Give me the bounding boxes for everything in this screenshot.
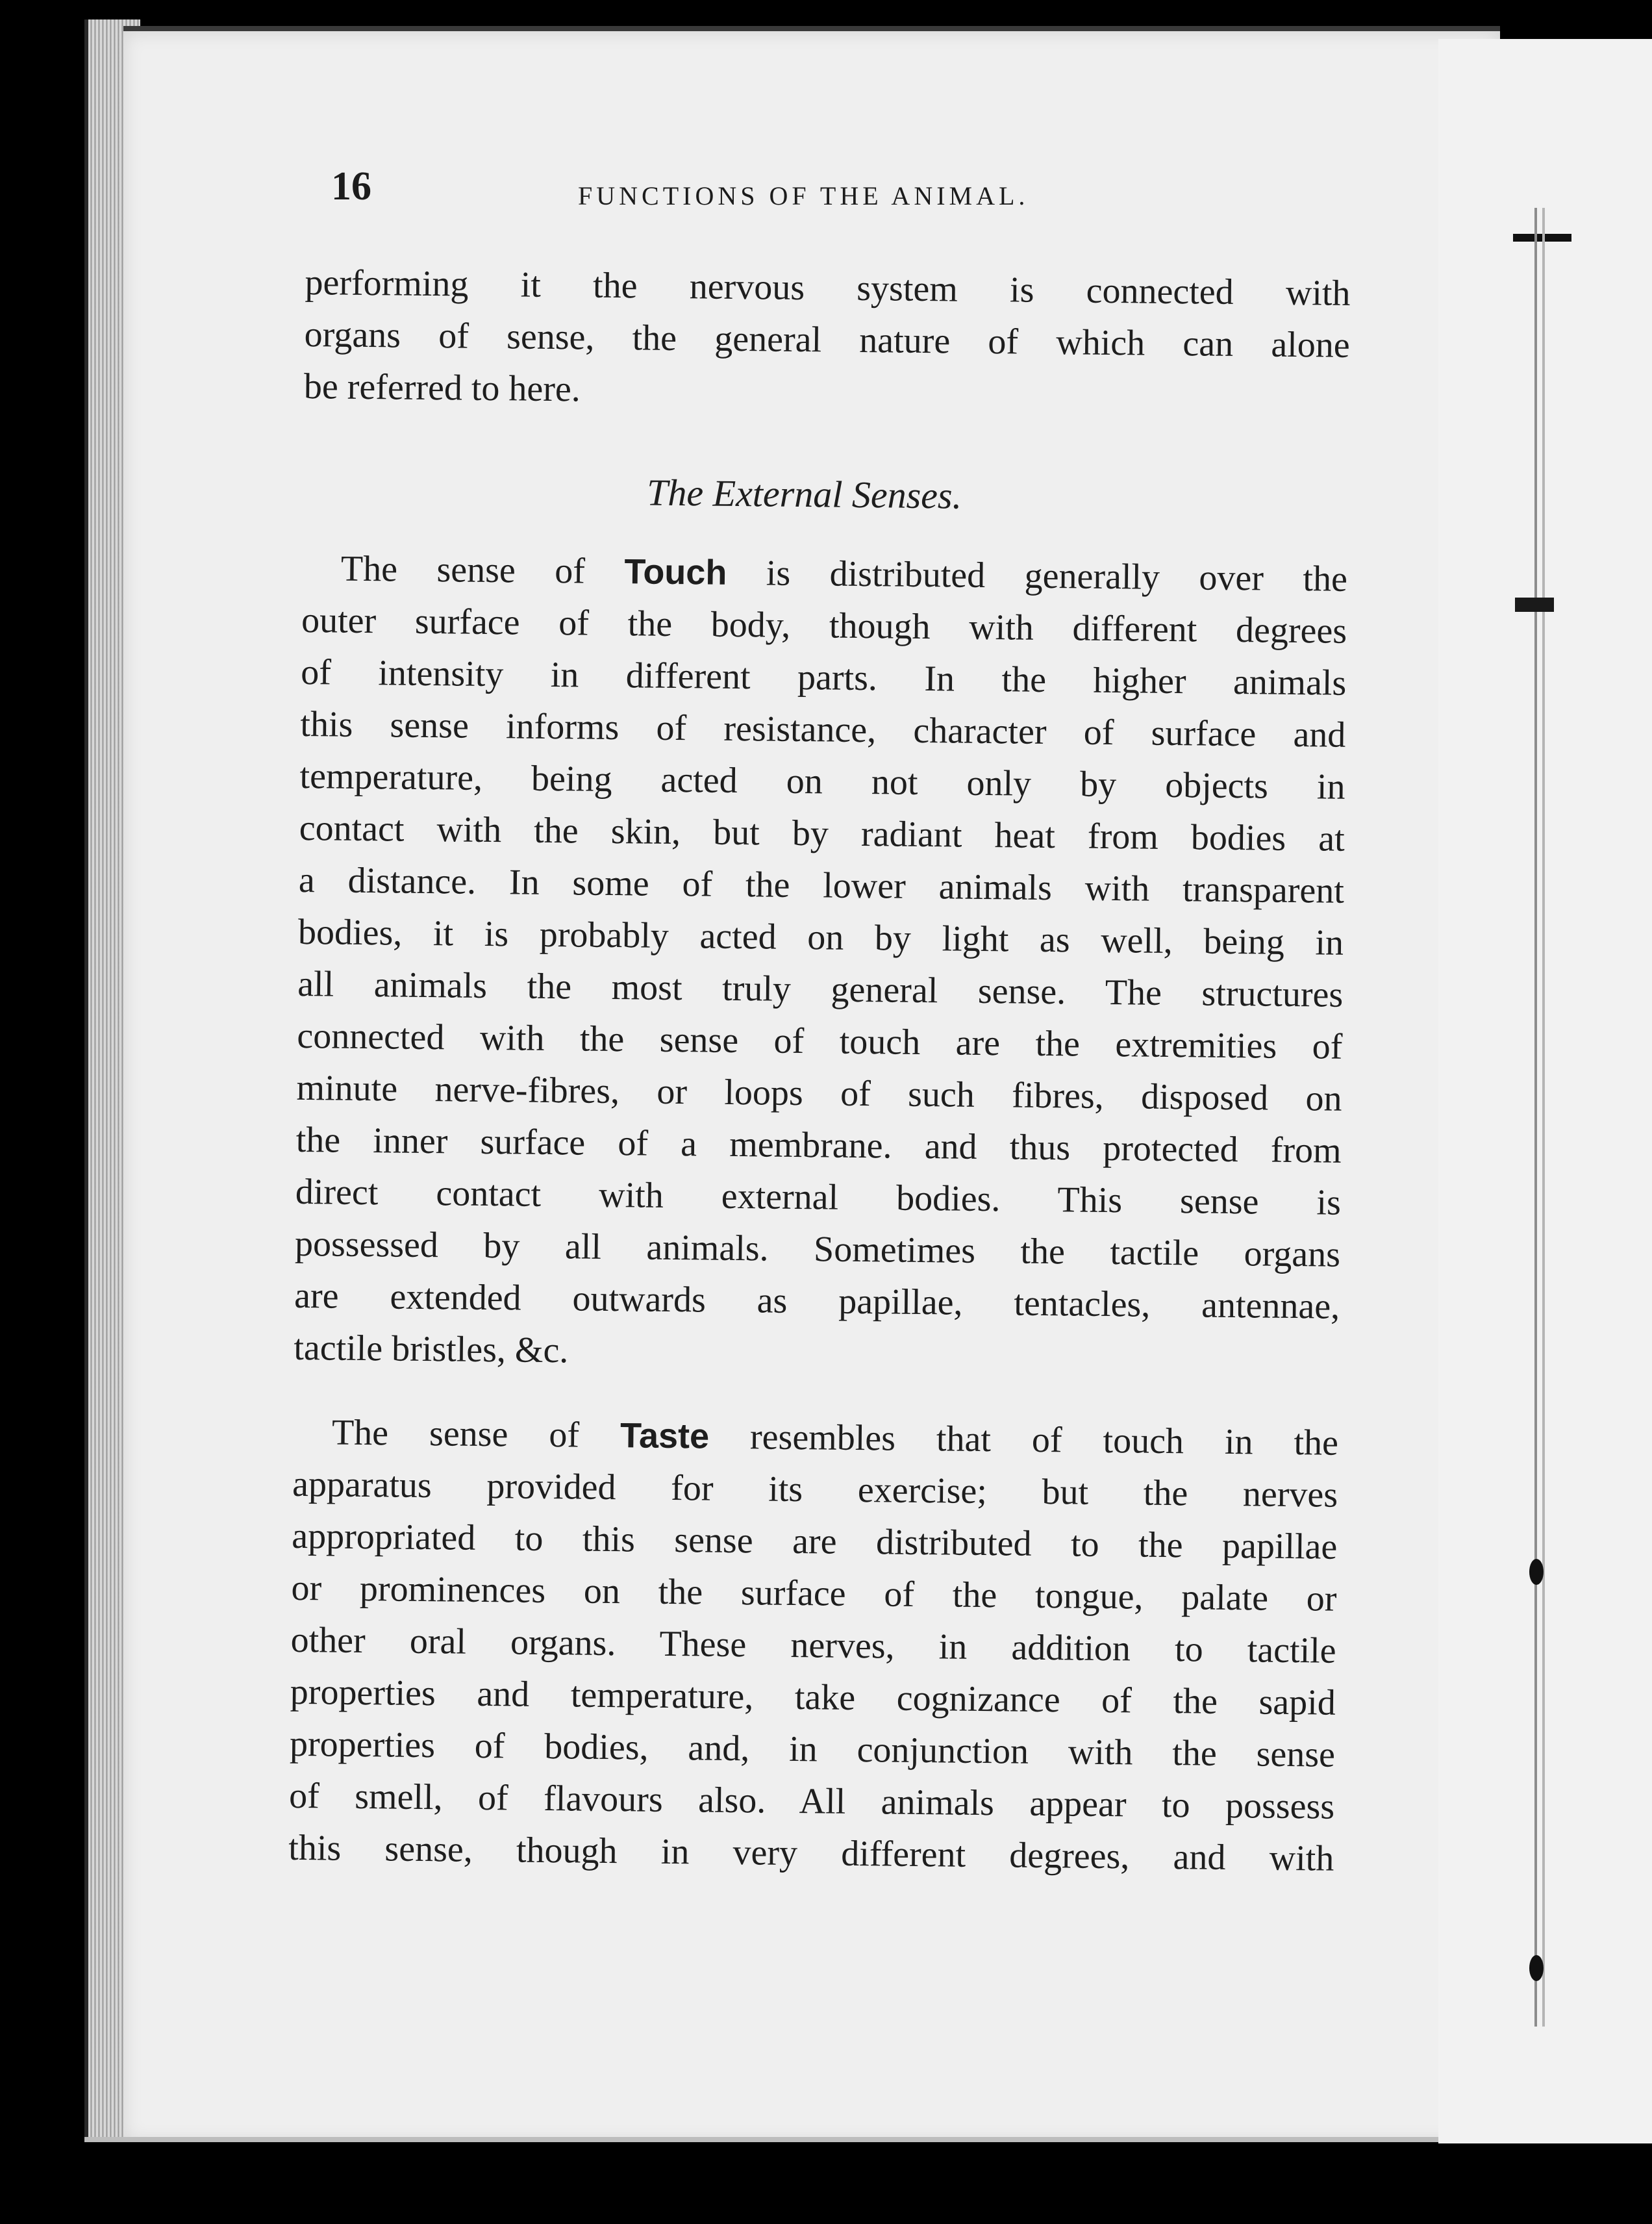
- body-text: [288, 257, 1351, 1885]
- page-bottom-edge: [84, 2137, 1565, 2142]
- intro-paragraph: [303, 257, 1350, 423]
- text-line: tactile bristles, &c.: [294, 1327, 569, 1371]
- text-line: the inner surface of a membrane. and thus protected from: [295, 1119, 1342, 1171]
- touch-line-start: The sense of: [340, 548, 625, 592]
- section-heading-block: [302, 412, 1349, 553]
- text-line: direct contact with external bodies. This sense is: [295, 1171, 1342, 1223]
- text-line: connected with the sense of touch are the extremities of: [297, 1015, 1343, 1067]
- binding-strip: [1438, 39, 1652, 2143]
- taste-line-start: The sense of: [331, 1412, 621, 1456]
- text-line: are extended outwards as papillae, tentacles, antennae,: [294, 1275, 1340, 1327]
- touch-line-end: is distributed generally over the: [727, 552, 1348, 600]
- term-touch: Touch: [624, 552, 727, 592]
- text-line: properties of bodies, and, in conjunction with the sense: [289, 1723, 1336, 1775]
- text-line: minute nerve-fibres, or loops of such fibres, disposed on: [296, 1067, 1342, 1119]
- text-line: of smell, of flavours also. All animals appear to possess: [288, 1775, 1335, 1827]
- binding-thread-secondary: [1542, 208, 1545, 2027]
- text-line: bodies, it is probably acted on by light as well, being in: [297, 911, 1344, 963]
- text-line: of intensity in different parts. In the higher animals: [300, 651, 1347, 703]
- text-line: all animals the most truly general sense. The structures: [297, 963, 1344, 1015]
- text-line: this sense, though in very different degrees, and with: [288, 1827, 1334, 1879]
- page-header: [331, 164, 1344, 216]
- text-line: be referred to here.: [303, 366, 581, 410]
- text-line: this sense informs of resistance, character of surface and: [300, 703, 1346, 755]
- page-number: 16: [331, 164, 371, 208]
- text-line: properties and temperature, take cognizance of the sapid: [290, 1671, 1336, 1723]
- binding-thread-end: [1529, 1955, 1544, 1981]
- text-line: apparatus provided for its exercise; but the nerves: [292, 1463, 1338, 1515]
- binding-thread: [1534, 208, 1537, 2027]
- text-line: a distance. In some of the lower animals with transparent: [298, 859, 1345, 911]
- taste-paragraph: [288, 1406, 1338, 1885]
- taste-line-end: resembles that of touch in the: [708, 1416, 1339, 1463]
- binding-knot-lower: [1529, 1559, 1544, 1585]
- text-line: temperature, being acted on not only by objects in: [299, 755, 1345, 807]
- touch-paragraph: [294, 542, 1347, 1385]
- text-line: outer surface of the body, though with different degrees: [301, 600, 1347, 651]
- text-line: or prominences on the surface of the tongue, palate or: [291, 1567, 1337, 1619]
- text-line: possessed by all animals. Sometimes the tactile organs: [294, 1223, 1341, 1275]
- section-heading: The External Senses.: [646, 471, 962, 517]
- text-line: contact with the skin, but by radiant heat from bodies at: [299, 807, 1345, 859]
- running-head: FUNCTIONS OF THE ANIMAL.: [578, 181, 1029, 210]
- text-line: performing it the nervous system is connected with: [305, 262, 1351, 314]
- text-line: organs of sense, the general nature of which can alone: [304, 314, 1350, 366]
- binding-knot: [1515, 598, 1554, 612]
- text-line: other oral organs. These nerves, in addition to tactile: [290, 1619, 1336, 1671]
- term-taste: Taste: [620, 1416, 710, 1456]
- text-line: appropriated to this sense are distributed to the papillae: [292, 1515, 1338, 1567]
